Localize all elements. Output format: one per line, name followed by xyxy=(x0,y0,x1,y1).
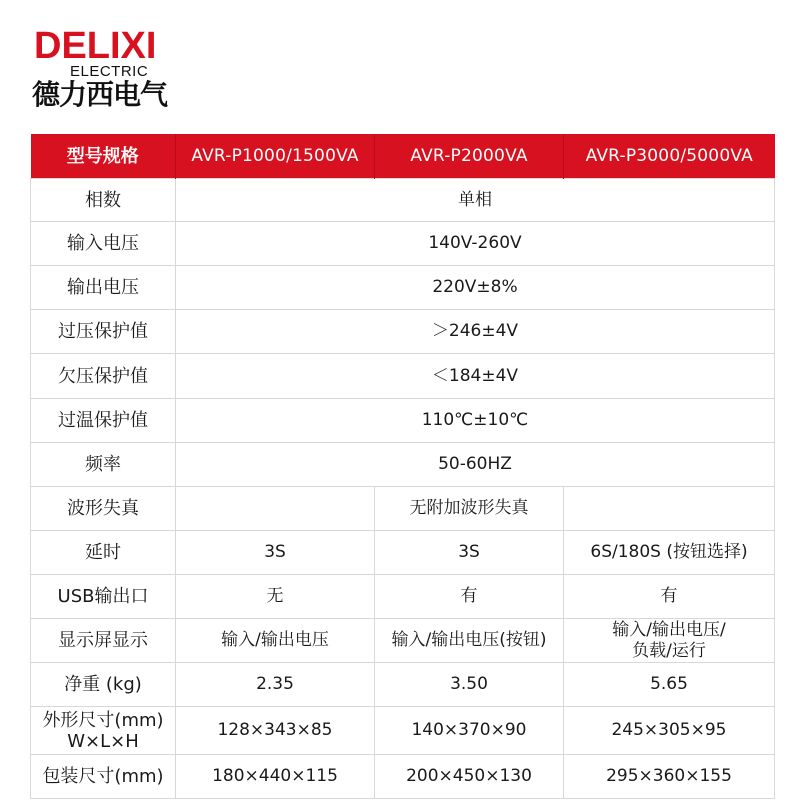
row-value: 无附加波形失真 xyxy=(375,487,564,531)
row-value: 输入/输出电压(按钮) xyxy=(375,619,564,663)
row-label: 包装尺寸(mm) xyxy=(31,755,176,799)
row-label: 相数 xyxy=(31,179,176,222)
row-value: 有 xyxy=(564,575,775,619)
row-value: 140V-260V xyxy=(176,222,775,266)
row-value: 295×360×155 xyxy=(564,755,775,799)
row-value: 245×305×95 xyxy=(564,707,775,755)
row-value xyxy=(564,619,775,663)
row-value-empty xyxy=(176,487,375,531)
table-row-input-voltage xyxy=(31,222,775,266)
table-row-usb xyxy=(31,575,775,619)
row-value: 有 xyxy=(375,575,564,619)
row-label: 过温保护值 xyxy=(31,399,176,443)
row-label: 欠压保护值 xyxy=(31,354,176,399)
spec-table xyxy=(30,134,775,799)
row-label: USB输出口 xyxy=(31,575,176,619)
delixi-logo xyxy=(32,26,202,110)
row-value: 128×343×85 xyxy=(176,707,375,755)
row-value: 50-60HZ xyxy=(176,443,775,487)
row-value: 无 xyxy=(176,575,375,619)
row-value: 2.35 xyxy=(176,663,375,707)
table-row-weight xyxy=(31,663,775,707)
row-value: 180×440×115 xyxy=(176,755,375,799)
table-header-row xyxy=(31,134,775,179)
row-label-line: 外形尺寸(mm) xyxy=(42,709,164,731)
row-value: 6S/180S (按钮选择) xyxy=(564,531,775,575)
table-row-output-voltage xyxy=(31,266,775,310)
row-label: 过压保护值 xyxy=(31,310,176,354)
row-label xyxy=(31,707,176,755)
table-row-undervoltage xyxy=(31,354,775,399)
table-row-delay xyxy=(31,531,775,575)
table-row-dimensions xyxy=(31,707,775,755)
table-row-overvoltage xyxy=(31,310,775,354)
table-row-overtemperature xyxy=(31,399,775,443)
row-value: 输入/输出电压 xyxy=(176,619,375,663)
logo-brand: DELIXI xyxy=(34,25,157,67)
header-model-2: AVR-P2000VA xyxy=(375,134,564,179)
row-value-empty xyxy=(564,487,775,531)
row-label: 显示屏显示 xyxy=(31,619,176,663)
row-value: 3.50 xyxy=(375,663,564,707)
logo-subtitle: ELECTRIC xyxy=(70,63,149,80)
table-row-frequency xyxy=(31,443,775,487)
row-label-line: W×L×H xyxy=(67,730,139,752)
row-value: 220V±8% xyxy=(176,266,775,310)
table-row-package xyxy=(31,755,775,799)
header-model-3: AVR-P3000/5000VA xyxy=(564,134,775,179)
row-label: 频率 xyxy=(31,443,176,487)
row-value: 140×370×90 xyxy=(375,707,564,755)
row-value: 单相 xyxy=(176,179,775,222)
row-value: 110℃±10℃ xyxy=(176,399,775,443)
row-value: 200×450×130 xyxy=(375,755,564,799)
table-row-display xyxy=(31,619,775,663)
row-value: 3S xyxy=(375,531,564,575)
row-label: 输出电压 xyxy=(31,266,176,310)
row-value: 5.65 xyxy=(564,663,775,707)
row-value: 3S xyxy=(176,531,375,575)
row-label: 净重 (kg) xyxy=(31,663,176,707)
row-value: ＞246±4V xyxy=(176,310,775,354)
header-model-1: AVR-P1000/1500VA xyxy=(176,134,375,179)
row-value-line: 负载/运行 xyxy=(632,640,706,661)
row-value: ＜184±4V xyxy=(176,354,775,399)
logo-chinese-name: 德力西电气 xyxy=(32,78,168,111)
header-model-label: 型号规格 xyxy=(31,134,176,179)
row-value-line: 输入/输出电压/ xyxy=(612,619,726,640)
row-label: 输入电压 xyxy=(31,222,176,266)
table-row-waveform xyxy=(31,487,775,531)
row-label: 延时 xyxy=(31,531,176,575)
table-row-phase xyxy=(31,179,775,222)
row-label: 波形失真 xyxy=(31,487,176,531)
